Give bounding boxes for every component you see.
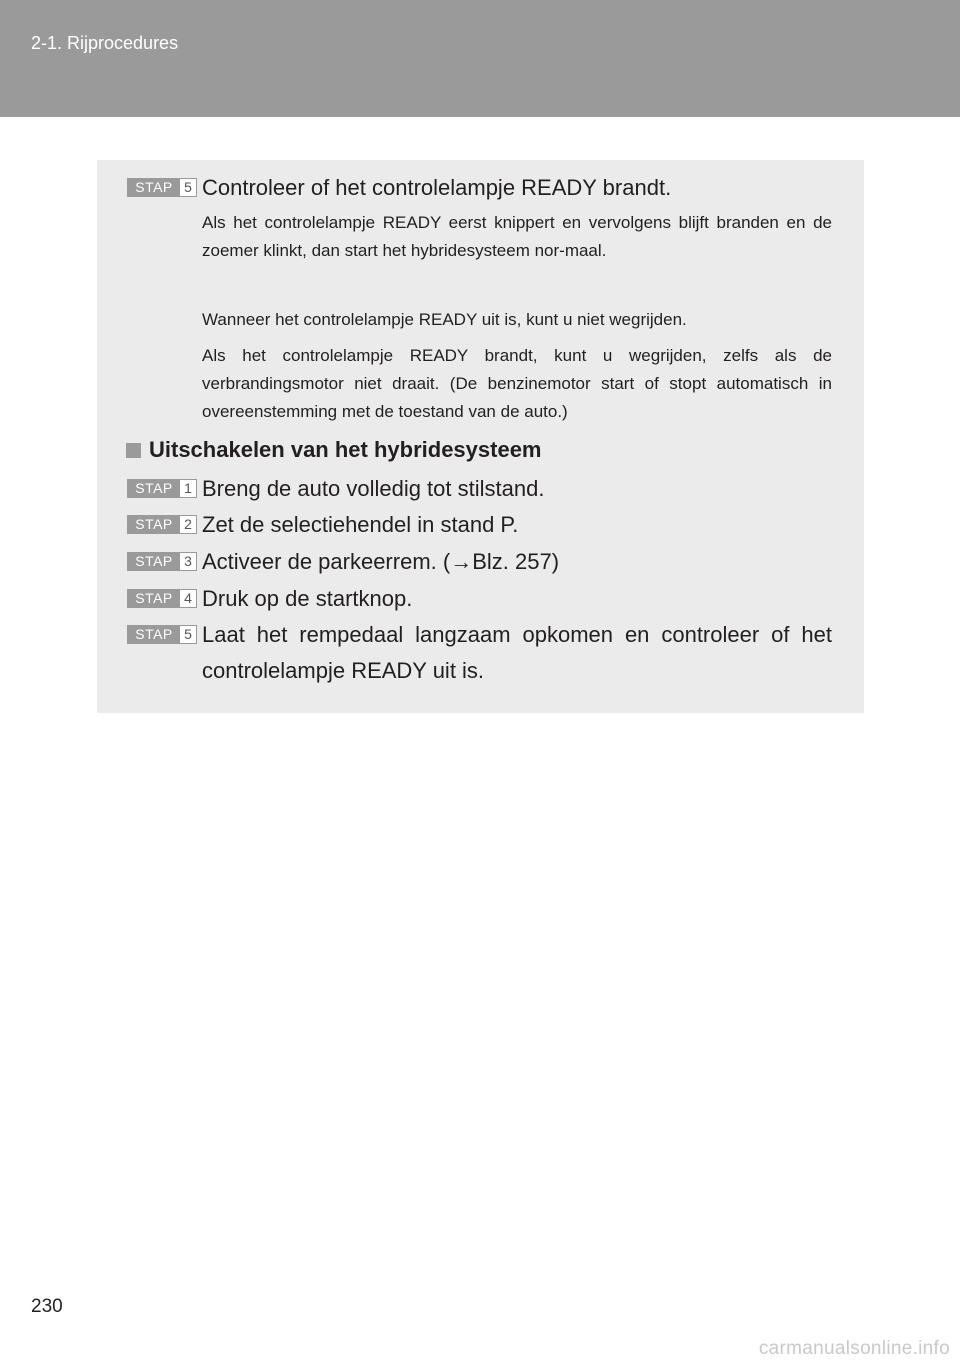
step-badge-word: STAP	[128, 516, 180, 533]
step-text: Laat het rempedaal langzaam opkomen en controleer of het controlelampje READY uit is.	[202, 622, 832, 683]
step-badge-word: STAP	[128, 626, 180, 643]
step-badge-number: 5	[180, 179, 196, 196]
step-badge-word: STAP	[128, 480, 180, 497]
step-badge-word: STAP	[128, 590, 180, 607]
square-bullet-icon	[126, 443, 141, 458]
section-heading	[126, 437, 542, 463]
step-badge	[127, 589, 197, 608]
step-badge-word: STAP	[128, 179, 180, 196]
step-badge-number: 2	[180, 516, 196, 533]
chapter-title: 2-1. Rijprocedures	[31, 33, 179, 53]
page-header	[0, 0, 960, 117]
watermark: carmanualsonline.info	[758, 1338, 950, 1359]
page-number: 230	[31, 1296, 63, 1317]
step-text: Controleer of het controlelampje READY brandt.	[202, 175, 672, 200]
note-paragraph: Als het controlelampje READY brandt, kunt u wegrijden, zelfs als de verbrandingsmotor niet draait. (De benzinemotor start of stopt automatisch in overeenstemming met de toestand van de auto.)	[202, 346, 832, 421]
step-badge	[127, 479, 197, 498]
step-badge-number: 4	[180, 590, 196, 607]
note-paragraph: Wanneer het controlelampje READY uit is, kunt u niet wegrijden.	[202, 310, 687, 329]
step-text: Zet de selectiehendel in stand P.	[202, 512, 519, 537]
step-text: Breng de auto volledig tot stilstand.	[202, 476, 545, 501]
step-badge	[127, 625, 197, 644]
step-badge	[127, 552, 197, 571]
step-text: Druk op de startknop.	[202, 586, 413, 611]
step-badge-word: STAP	[128, 553, 180, 570]
step-badge	[127, 178, 197, 197]
step-text: Activeer de parkeerrem. (→Blz. 257)	[202, 549, 560, 574]
step-badge	[127, 515, 197, 534]
step-badge-number: 3	[180, 553, 196, 570]
step-badge-number: 1	[180, 480, 196, 497]
note-paragraph: Als het controlelampje READY eerst knippert en vervolgens blijft branden en de zoemer klinkt, dan start het hybridesysteem nor-maal.	[202, 213, 832, 260]
section-title: Uitschakelen van het hybridesysteem	[149, 437, 542, 462]
step-badge-number: 5	[180, 626, 196, 643]
